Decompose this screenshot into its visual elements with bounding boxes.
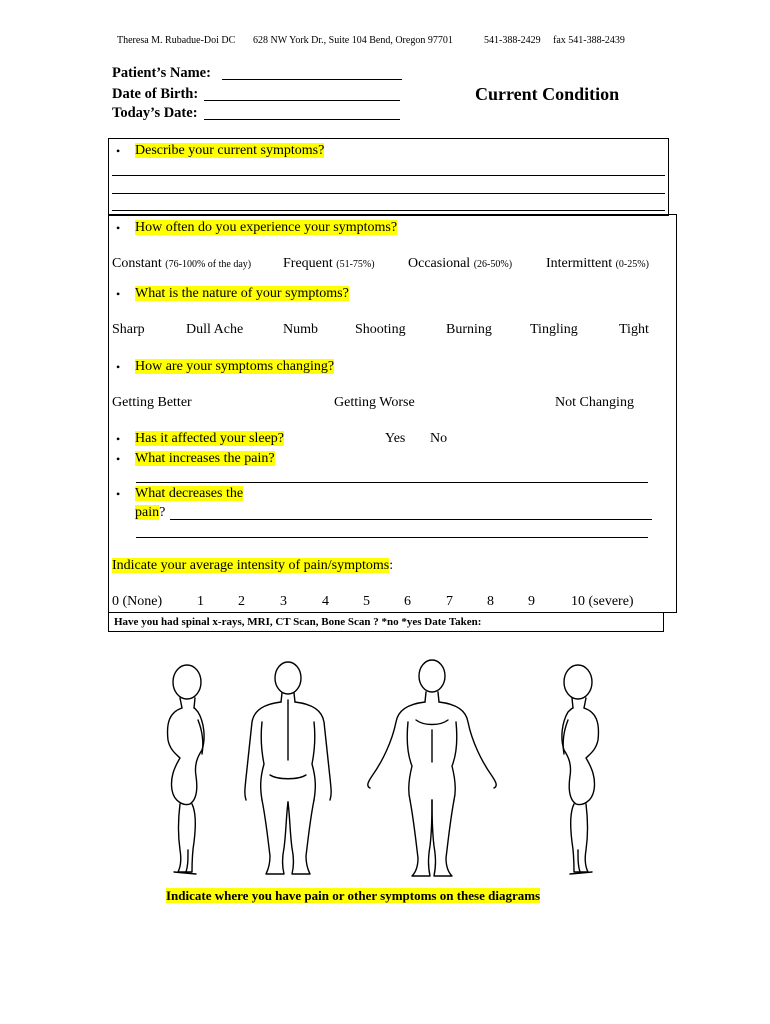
decreases-line-1[interactable]: [170, 519, 652, 520]
scale-1[interactable]: 1: [197, 594, 204, 609]
bullet: •: [116, 452, 121, 466]
bullet: •: [116, 360, 121, 374]
clinic-fax: fax 541-388-2439: [553, 35, 625, 46]
q-decreases-line2: [135, 505, 165, 521]
symptoms-line-1[interactable]: [112, 175, 665, 176]
scale-10[interactable]: 10 (severe): [571, 594, 634, 609]
opt-dull-ache[interactable]: Dull Ache: [186, 322, 244, 337]
opt-range: (76-100% of the day): [165, 259, 252, 270]
opt-getting-worse[interactable]: Getting Worse: [334, 395, 415, 410]
opt-range: (51-75%): [336, 259, 375, 270]
symptoms-line-3[interactable]: [112, 210, 665, 211]
opt-label: Constant: [112, 256, 166, 271]
doctor-name: Theresa M. Rubadue-Doi DC: [117, 35, 236, 46]
opt-label: Occasional: [408, 256, 474, 271]
opt-burning[interactable]: Burning: [446, 322, 492, 337]
scale-7[interactable]: 7: [446, 594, 453, 609]
body-front-view[interactable]: [368, 660, 496, 876]
opt-occasional[interactable]: [408, 256, 512, 272]
q-sleep: [135, 431, 284, 447]
body-side-view-right[interactable]: [562, 665, 599, 874]
scale-6[interactable]: 6: [404, 594, 411, 609]
opt-sharp[interactable]: Sharp: [112, 322, 145, 337]
q-decreases: [135, 486, 243, 502]
q-nature: [135, 286, 349, 302]
xray-question[interactable]: Have you had spinal x-rays, MRI, CT Scan, Bone Scan ? *no *yes Date Taken:: [108, 612, 664, 632]
intensity-colon: :: [389, 558, 394, 573]
questions-box: [108, 214, 677, 613]
page-title: Current Condition: [475, 84, 620, 104]
q-frequency-label: How often do you experience your symptoms?: [135, 220, 398, 235]
opt-getting-better[interactable]: Getting Better: [112, 395, 192, 410]
increases-line[interactable]: [136, 482, 648, 483]
scale-2[interactable]: 2: [238, 594, 245, 609]
opt-label: Frequent: [283, 256, 337, 271]
q-nature-label: What is the nature of your symptoms?: [135, 286, 349, 301]
scale-5[interactable]: 5: [363, 594, 370, 609]
opt-constant[interactable]: [112, 256, 251, 272]
scale-8[interactable]: 8: [487, 594, 494, 609]
dob-label: Date of Birth:: [112, 86, 199, 102]
decreases-line-2[interactable]: [136, 537, 648, 538]
bullet: •: [116, 287, 121, 301]
q-decreases-label-2: pain: [135, 505, 160, 520]
scale-0[interactable]: 0 (None): [112, 594, 163, 609]
q-decreases-suffix: ?: [159, 505, 166, 520]
body-back-view[interactable]: [245, 662, 331, 874]
clinic-header: [117, 35, 235, 46]
bullet: •: [116, 432, 121, 446]
q-increases: [135, 451, 275, 467]
q-changing: [135, 359, 334, 375]
q-sleep-label: Has it affected your sleep?: [135, 431, 285, 446]
intensity-question: [112, 558, 393, 574]
patient-name-field[interactable]: [222, 64, 402, 80]
opt-range: (26-50%): [473, 259, 513, 270]
opt-frequent[interactable]: [283, 256, 375, 272]
q-describe-label: Describe your current symptoms?: [135, 143, 325, 158]
diagram-caption-text: Indicate where you have pain or other symptoms on these diagrams: [166, 888, 541, 903]
opt-tight[interactable]: Tight: [619, 322, 649, 337]
symptoms-line-2[interactable]: [112, 193, 665, 194]
body-diagram[interactable]: [140, 650, 630, 885]
opt-shooting[interactable]: Shooting: [355, 322, 406, 337]
today-date-field[interactable]: [204, 105, 400, 120]
q-increases-label: What increases the pain?: [135, 451, 275, 466]
opt-label: Intermittent: [546, 256, 616, 271]
dob-field[interactable]: [204, 86, 400, 101]
patient-name-label: Patient’s Name:: [112, 65, 211, 81]
opt-numb[interactable]: Numb: [283, 322, 318, 337]
bullet: •: [116, 221, 121, 235]
opt-sleep-no[interactable]: No: [430, 431, 448, 446]
clinic-address: 628 NW York Dr., Suite 104 Bend, Oregon 97701: [253, 35, 453, 46]
diagram-caption: [166, 888, 540, 904]
patient-name-row: [112, 65, 211, 82]
bullet: •: [116, 144, 121, 158]
opt-sleep-yes[interactable]: Yes: [385, 431, 406, 446]
q-describe-symptoms: [135, 143, 324, 159]
body-side-view-left[interactable]: [168, 665, 205, 874]
scale-4[interactable]: 4: [322, 594, 329, 609]
q-decreases-label: What decreases the: [135, 486, 244, 501]
today-label: Today’s Date:: [112, 105, 198, 121]
opt-not-changing[interactable]: Not Changing: [555, 395, 634, 410]
opt-range: (0-25%): [615, 259, 649, 270]
bullet: •: [116, 487, 121, 501]
opt-tingling[interactable]: Tingling: [530, 322, 578, 337]
opt-intermittent[interactable]: [546, 256, 649, 272]
clinic-phone: 541-388-2429: [484, 35, 541, 46]
scale-9[interactable]: 9: [528, 594, 535, 609]
scale-3[interactable]: 3: [280, 594, 287, 609]
q-changing-label: How are your symptoms changing?: [135, 359, 335, 374]
q-frequency: [135, 220, 397, 236]
intensity-label: Indicate your average intensity of pain/symptoms: [112, 558, 390, 573]
